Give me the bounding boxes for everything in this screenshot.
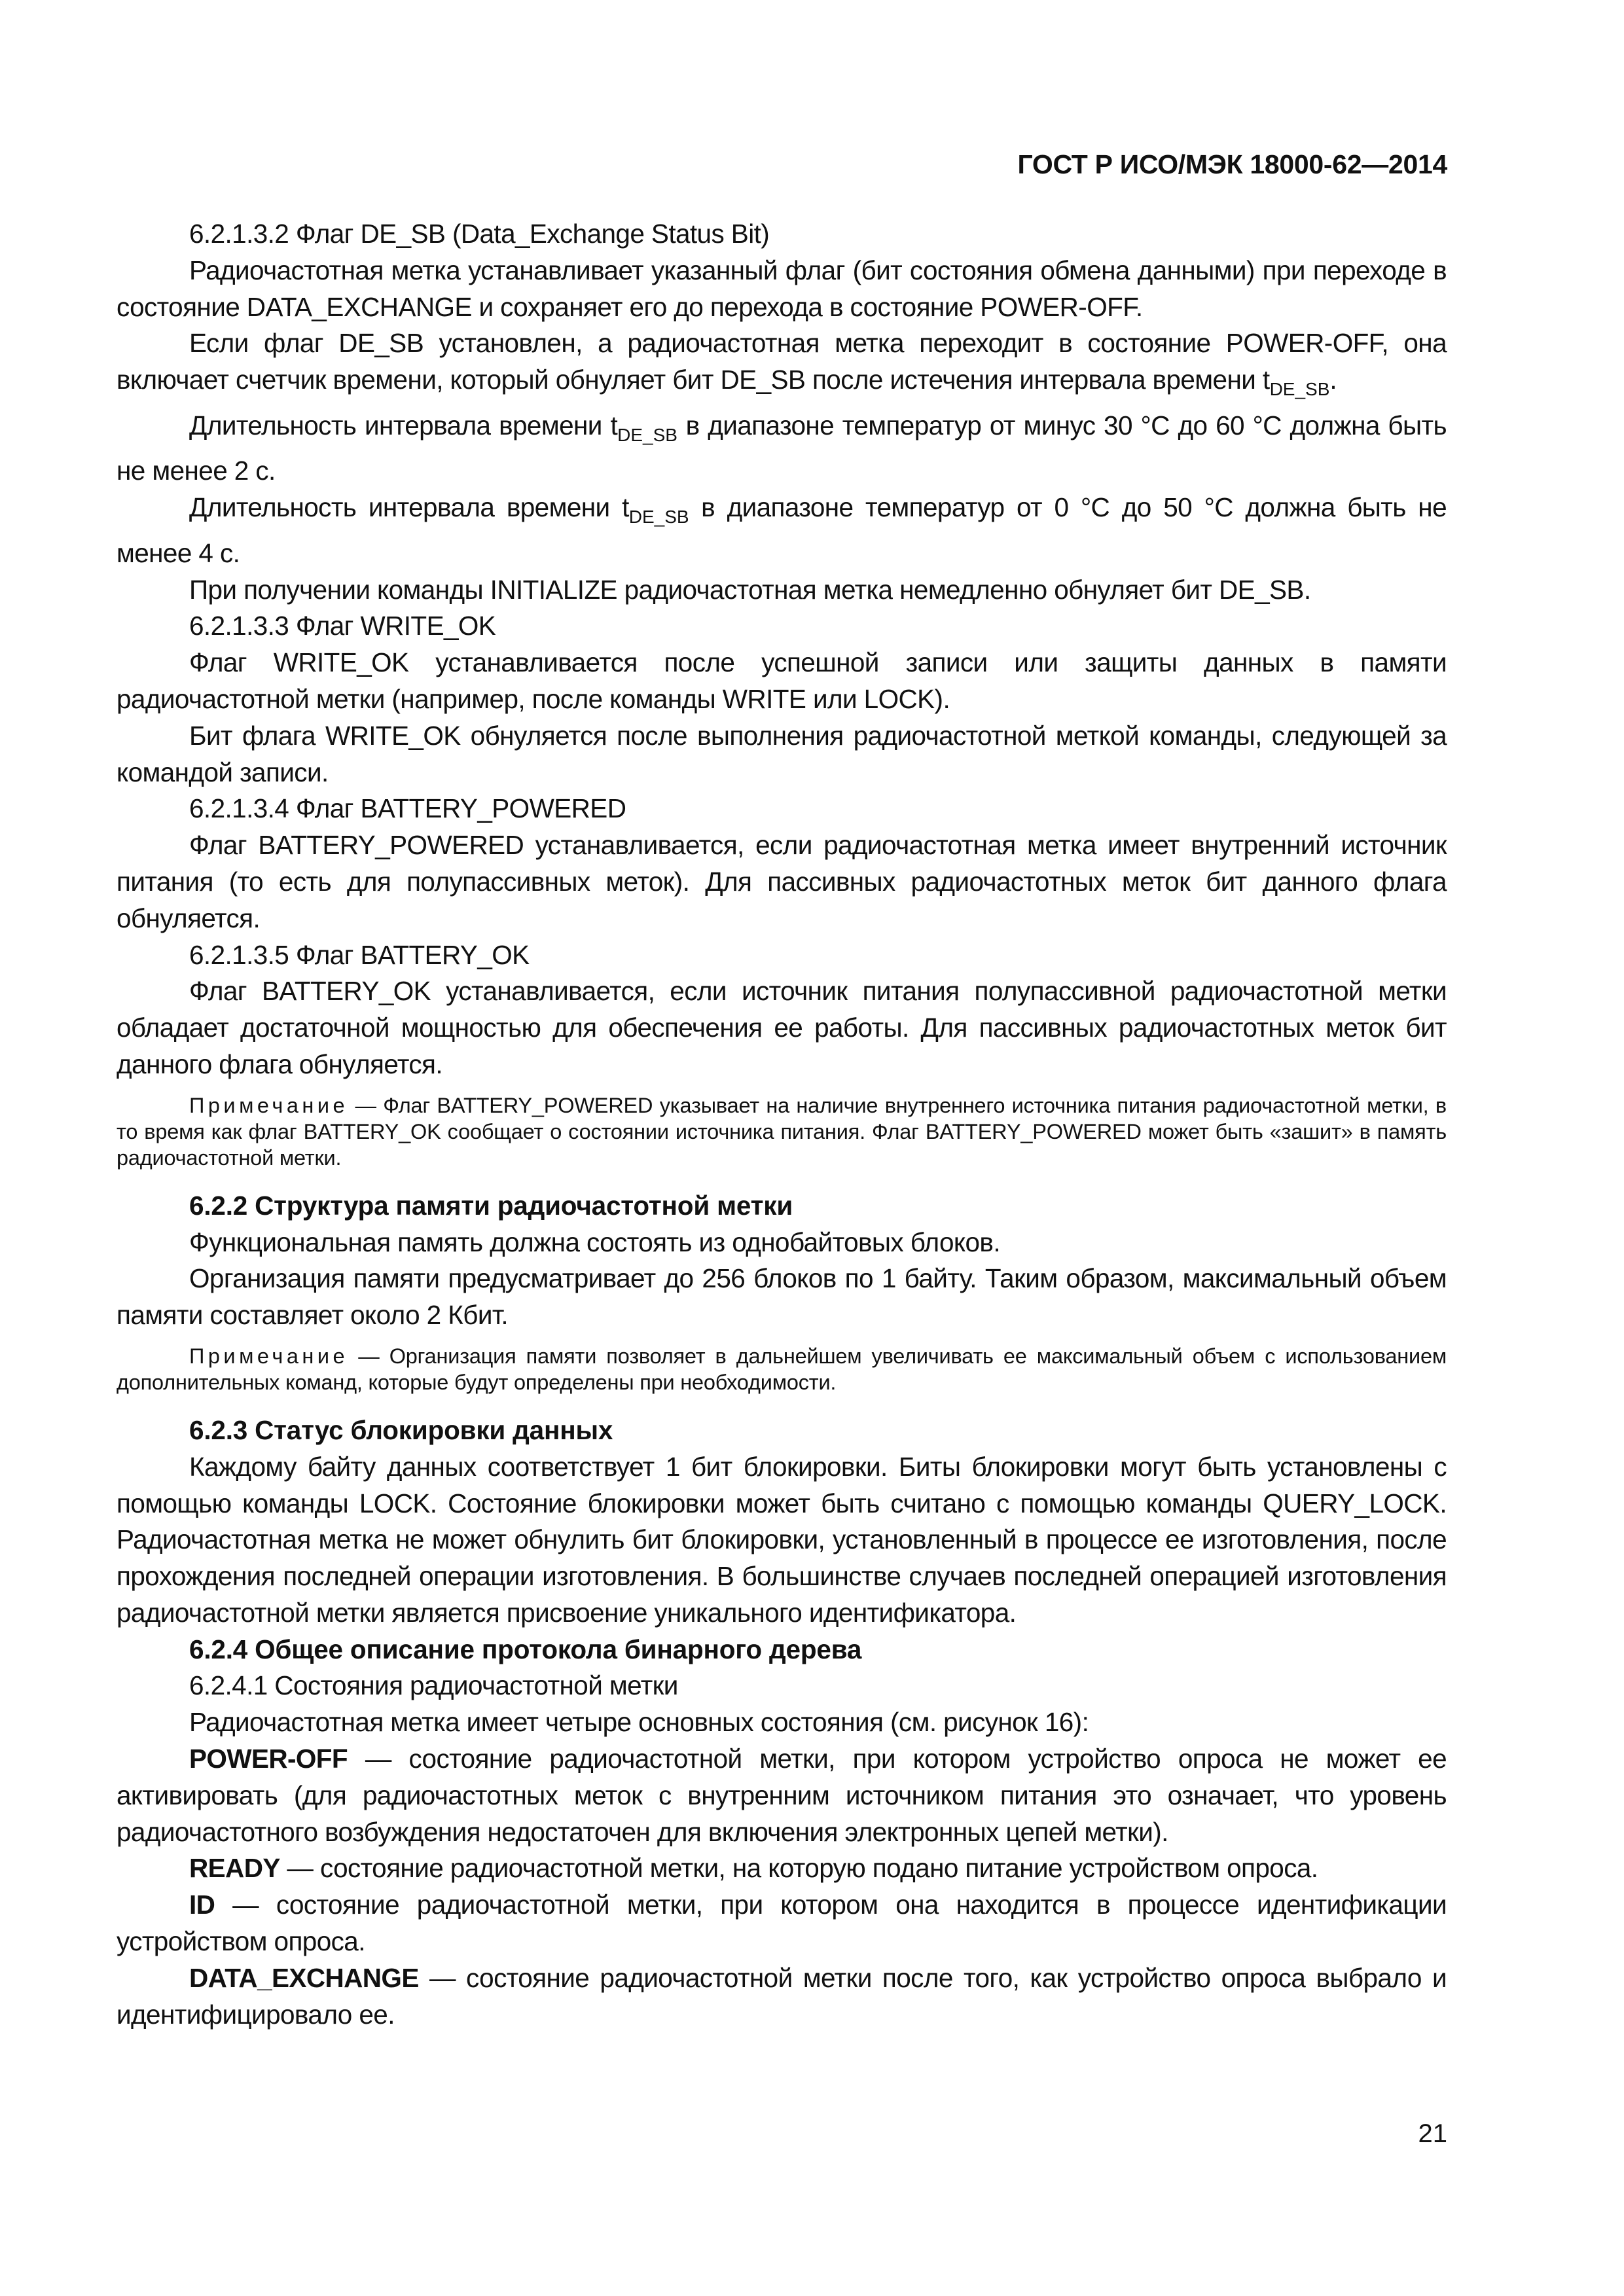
state-term: READY	[189, 1853, 280, 1884]
paragraph: Флаг BATTERY_POWERED устанавливается, если радиочастотная метка имеет внутренний источник питания (то есть для полупассивных меток). Для пассивных радиочастотных меток бит данного флага обнуляется.	[117, 830, 1447, 933]
note-label: Примечание	[189, 1093, 349, 1117]
section-heading-6-2-4: 6.2.4 Общее описание протокола бинарного дерева	[189, 1634, 862, 1664]
section-heading-6-2-3: 6.2.3 Статус блокировки данных	[189, 1414, 613, 1445]
clause-6-2-4-1: 6.2.4.1 Состояния радиочастотной метки	[189, 1670, 678, 1701]
paragraph: Радиочастотная метка имеет четыре основных состояния (см. рисунок 16):	[189, 1707, 1089, 1738]
clause-6-2-1-3-3: 6.2.1.3.3 Флаг WRITE_OK	[189, 611, 496, 641]
text: Длительность интервала времени t	[189, 492, 629, 523]
state-term: ID	[189, 1890, 215, 1920]
text: Длительность интервала времени t	[189, 410, 618, 440]
subscript: DE_SB	[628, 506, 689, 527]
paragraph: Каждому байту данных соответствует 1 бит блокировки. Биты блокировки могут быть установлены с помощью команды LOCK. Состояние блокировки может быть считано с помощью команды QUERY_LOCK. Радиочастотная метка не может обнулить бит блокировки, установленный в процессе ее изготовления, после прохождения последней операции изготовления. В большинстве случаев последней операцией изготовления радиочастотной метки является присвоение уникального идентификатора.	[117, 1451, 1447, 1628]
document-body	[117, 216, 1447, 2033]
state-text: — состояние радиочастотной метки, при котором она находится в процессе идентификации устройством опроса.	[117, 1890, 1447, 1957]
state-text: — состояние радиочастотной метки, на которую подано питание устройством опроса.	[280, 1853, 1318, 1884]
subscript: DE_SB	[1269, 378, 1330, 399]
paragraph	[117, 325, 1447, 407]
standard-designation: ГОСТ Р ИСО/МЭК 18000-62—2014	[1017, 149, 1447, 179]
section-heading-6-2-2: 6.2.2 Структура памяти радиочастотной метки	[189, 1190, 793, 1221]
text: в диапазоне температур от 0 °С до 50 °С должна быть не менее 4 с.	[117, 492, 1447, 568]
text: .	[1329, 365, 1337, 395]
paragraph: Функциональная память должна состоять из однобайтовых блоков.	[189, 1227, 1000, 1257]
state-term: POWER-OFF	[189, 1744, 348, 1774]
paragraph: Бит флага WRITE_OK обнуляется после выполнения радиочастотной меткой команды, следующей за командой записи.	[117, 720, 1447, 787]
clause-6-2-1-3-4: 6.2.1.3.4 Флаг BATTERY_POWERED	[189, 793, 626, 824]
note-text: — Флаг BATTERY_POWERED указывает на наличие внутреннего источника питания радиочастотной метки, в то время как флаг BATTERY_OK сообщает о состоянии источника питания. Флаг BATTERY_POWERED может быть «зашит» в память радиочастотной метки.	[117, 1093, 1447, 1170]
text: в диапазоне температур от минус 30 °С до 60 °С должна быть не менее 2 с.	[117, 410, 1447, 486]
state-definition	[117, 1960, 1447, 2034]
note-label: Примечание	[189, 1344, 349, 1368]
paragraph: Флаг WRITE_OK устанавливается после успешной записи или защиты данных в памяти радиочастотной метки (например, после команды WRITE или LOCK).	[117, 647, 1447, 714]
note	[117, 1092, 1447, 1171]
state-definition	[117, 1850, 1447, 1887]
state-definition	[117, 1887, 1447, 1960]
state-definition	[117, 1741, 1447, 1850]
paragraph	[117, 490, 1447, 571]
clause-6-2-1-3-2: 6.2.1.3.2 Флаг DE_SB (Data_Exchange Status Bit)	[189, 219, 770, 249]
state-text: — состояние радиочастотной метки, при котором устройство опроса не может ее активировать (для радиочастотных меток с внутренним источником питания это означает, что уровень радиочастотного возбуждения недостаточен для включения электронных цепей метки).	[117, 1744, 1447, 1847]
note	[117, 1343, 1447, 1395]
page-number: 21	[1418, 2119, 1447, 2148]
paragraph	[117, 408, 1447, 490]
paragraph: Флаг BATTERY_OK устанавливается, если источник питания полупассивной радиочастотной метки обладает достаточной мощностью для обеспечения ее работы. Для пассивных радиочастотных меток бит данного флага обнуляется.	[117, 976, 1447, 1079]
subscript: DE_SB	[617, 424, 677, 445]
text: Если флаг DE_SB установлен, а радиочастотная метка переходит в состояние POWER-OFF, она включает счетчик времени, который обнуляет бит DE_SB после истечения интервала времени t	[117, 328, 1447, 395]
paragraph: Радиочастотная метка устанавливает указанный флаг (бит состояния обмена данными) при переходе в состояние DATA_EXCHANGE и сохраняет его до перехода в состояние POWER-OFF.	[117, 255, 1447, 322]
state-term: DATA_EXCHANGE	[189, 1962, 419, 1993]
paragraph: Организация памяти предусматривает до 256 блоков по 1 байту. Таким образом, максимальный объем памяти составляет около 2 Кбит.	[117, 1263, 1447, 1331]
note-text: — Организация памяти позволяет в дальнейшем увеличивать ее максимальный объем с использованием дополнительных команд, которые будут определены при необходимости.	[117, 1344, 1447, 1394]
clause-6-2-1-3-5: 6.2.1.3.5 Флаг BATTERY_OK	[189, 939, 530, 970]
paragraph: При получении команды INITIALIZE радиочастотная метка немедленно обнуляет бит DE_SB.	[189, 574, 1311, 605]
state-text: — состояние радиочастотной метки после того, как устройство опроса выбрало и идентифицировало ее.	[117, 1962, 1447, 2030]
